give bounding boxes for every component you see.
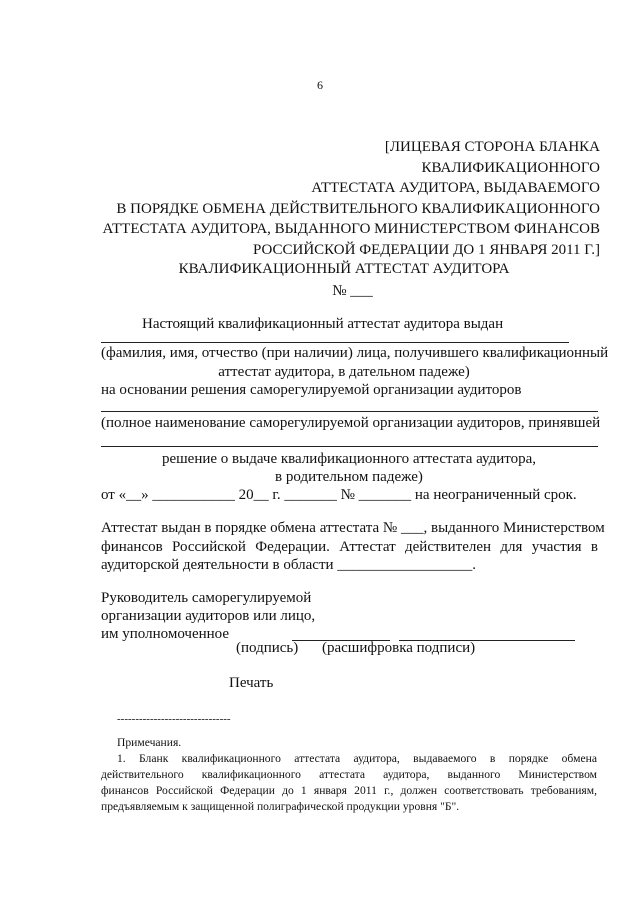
- head-label-line-1: Руководитель саморегулируемой: [101, 590, 312, 606]
- fio-caption-line-1: (фамилия, имя, отчество (при наличии) лица, получившего квалификационный: [101, 345, 609, 361]
- certificate-number-line: № ___: [332, 283, 373, 299]
- basis-text: на основании решения саморегулируемой организации аудиторов: [101, 382, 522, 398]
- header-line: В ПОРЯДКЕ ОБМЕНА ДЕЙСТВИТЕЛЬНОГО КВАЛИФИКАЦИОННОГО: [116, 200, 600, 217]
- exchange-line-2: финансов Российской Федерации. Аттестат действителен для участия в: [101, 539, 598, 555]
- fio-caption-line-2: аттестат аудитора, в дательном падеже): [218, 364, 470, 380]
- note-1-line-2: действительного квалификационного аттестата аудитора, выданного Министерством: [101, 768, 597, 781]
- exchange-line-1: Аттестат выдан в порядке обмена аттестата № ___, выданного Министерством: [101, 520, 605, 536]
- header-line: АТТЕСТАТА АУДИТОРА, ВЫДАВАЕМОГО: [311, 180, 600, 196]
- exchange-line-3: аудиторской деятельности в области __________________.: [101, 557, 477, 573]
- header-line: КВАЛИФИКАЦИОННОГО: [421, 159, 600, 176]
- org-fill-line-2: [101, 446, 598, 447]
- note-1-line-3: финансов Российской Федерации до 1 января 2011 г., должен соответствовать требованиям,: [101, 784, 597, 797]
- head-label-line-3: им уполномоченное: [101, 626, 230, 642]
- page-number: 6: [317, 78, 323, 92]
- header-line: [ЛИЦЕВАЯ СТОРОНА БЛАНКА: [384, 139, 600, 155]
- form-side-header: [102, 137, 600, 260]
- footnote-separator: -------------------------------: [117, 713, 231, 725]
- notes-title: Примечания.: [117, 736, 182, 749]
- seal-label: Печать: [229, 675, 274, 691]
- header-line: РОССИЙСКОЙ ФЕДЕРАЦИИ ДО 1 ЯНВАРЯ 2011 Г.]: [252, 241, 600, 258]
- signature-decode-caption: (расшифровка подписи): [322, 640, 476, 656]
- note-1-line-1: 1. Бланк квалификационного аттестата аудитора, выдаваемого в порядке обмена: [117, 752, 597, 765]
- fio-fill-line: [101, 342, 569, 343]
- decision-line-1: решение о выдаче квалификационного аттестата аудитора,: [161, 451, 537, 467]
- decision-line-2: в родительном падеже): [275, 469, 423, 485]
- issued-to-text: Настоящий квалификационный аттестат аудитора выдан: [142, 316, 504, 332]
- org-caption-line: (полное наименование саморегулируемой организации аудиторов, принявшей: [101, 415, 601, 431]
- document-title: КВАЛИФИКАЦИОННЫЙ АТТЕСТАТ АУДИТОРА: [178, 261, 510, 277]
- header-line: АТТЕСТАТА АУДИТОРА, ВЫДАННОГО МИНИСТЕРСТВОМ ФИНАНСОВ: [102, 221, 600, 237]
- note-1-line-4: предъявляемым к защищенной полиграфической продукции уровня "Б".: [101, 800, 460, 813]
- date-number-line: от «__» ___________ 20__ г. _______ № _______ на неограниченный срок.: [101, 487, 577, 503]
- head-label-line-2: организации аудиторов или лицо,: [101, 608, 316, 624]
- signature-caption: (подпись): [236, 640, 299, 656]
- org-fill-line-1: [101, 411, 598, 412]
